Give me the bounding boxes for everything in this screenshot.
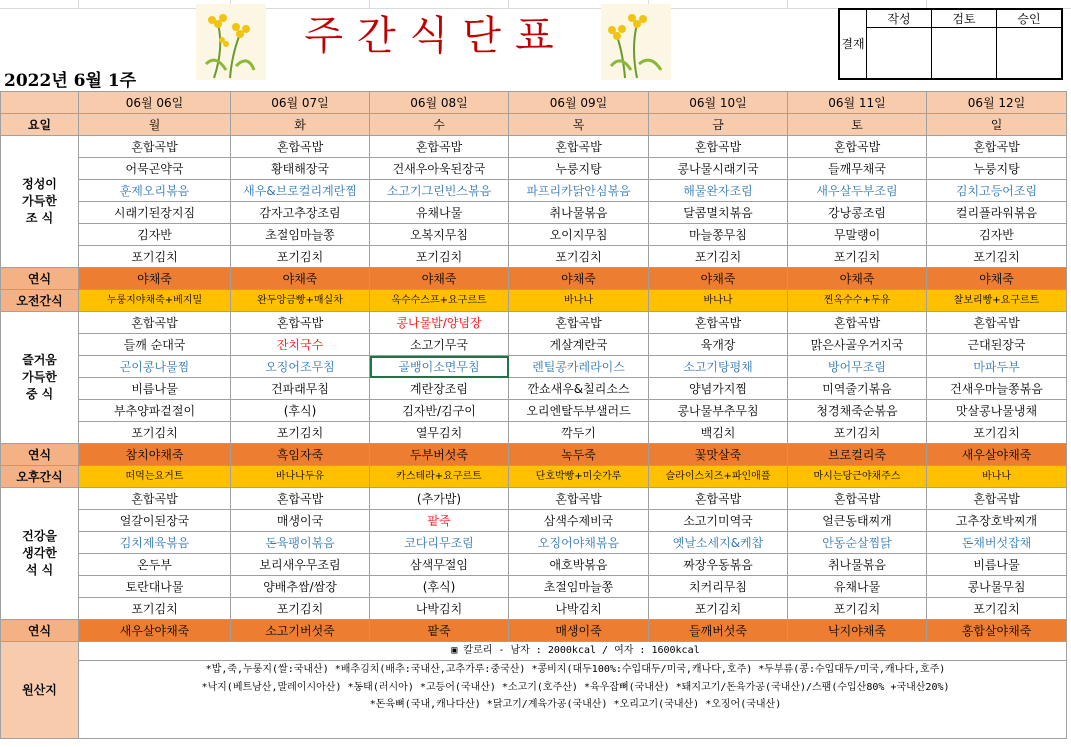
menu-cell[interactable]: 삼색수제비국 — [509, 510, 649, 532]
menu-cell[interactable]: 포기김치 — [649, 246, 788, 268]
menu-cell[interactable]: 혼합곡밥 — [79, 488, 231, 510]
menu-cell[interactable]: 파프리카닭안심볶음 — [509, 180, 649, 202]
porridge-cell[interactable]: 소고기버섯죽 — [231, 620, 370, 642]
menu-cell[interactable]: 오리엔탈두부샐러드 — [509, 400, 649, 422]
date-cell[interactable]: 06월 08일 — [370, 92, 509, 114]
menu-cell[interactable]: 오복지무침 — [370, 224, 509, 246]
menu-cell[interactable]: 토란대나물 — [79, 576, 231, 598]
approval-col-approve: 승인 — [997, 10, 1062, 28]
dinner-porridge-label: 연식 — [1, 620, 79, 642]
menu-cell[interactable]: 콩나물무침 — [927, 576, 1067, 598]
porridge-cell[interactable]: 새우살야채죽 — [79, 620, 231, 642]
menu-cell[interactable]: 새우&브로컬리계란찜 — [231, 180, 370, 202]
snack-cell[interactable]: 옥수수스프+요구르트 — [370, 290, 509, 312]
menu-cell[interactable]: 포기김치 — [649, 598, 788, 620]
menu-cell[interactable]: 게살계란국 — [509, 334, 649, 356]
breakfast-row — [1, 224, 1067, 246]
menu-cell[interactable]: 비름나물 — [79, 378, 231, 400]
menu-cell[interactable]: 비름나물 — [927, 554, 1067, 576]
menu-cell[interactable]: 혼합곡밥 — [509, 312, 649, 334]
am-snack-row — [1, 290, 1067, 312]
date-header-row — [1, 92, 1067, 114]
menu-cell[interactable]: (후식) — [231, 400, 370, 422]
menu-cell[interactable]: 포기김치 — [231, 598, 370, 620]
snack-cell[interactable]: 슬라이스치즈+파인애플 — [649, 466, 788, 488]
weekday-row — [1, 114, 1067, 136]
porridge-cell[interactable]: 참치야채죽 — [79, 444, 231, 466]
porridge-cell[interactable]: 야채죽 — [509, 268, 649, 290]
menu-table — [0, 91, 1067, 739]
menu-cell[interactable]: 혼합곡밥 — [649, 312, 788, 334]
menu-cell[interactable]: 혼합곡밥 — [927, 488, 1067, 510]
menu-cell[interactable]: 안동순살찜닭 — [788, 532, 927, 554]
menu-cell[interactable]: 포기김치 — [231, 246, 370, 268]
porridge-cell[interactable]: 야채죽 — [649, 268, 788, 290]
menu-cell[interactable]: 혼합곡밥 — [927, 136, 1067, 158]
corner-cell — [1, 92, 79, 114]
weekday-cell[interactable]: 목 — [509, 114, 649, 136]
origin-note-line: *낙지(베트남산,말레이시아산) *동태(러시아) *고등어(국내산) *소고기(호주산) *육우잡뼈(국내산) *돼지고기/돈육가공(국내산)/스팸(수입산80% +국내산20%) — [201, 681, 950, 693]
weekday-cell[interactable]: 월 — [79, 114, 231, 136]
origin-row — [1, 642, 1067, 739]
porridge-cell[interactable]: 꽃맛살죽 — [649, 444, 788, 466]
breakfast-porridge-row — [1, 268, 1067, 290]
menu-cell[interactable]: 오징어야채볶음 — [509, 532, 649, 554]
menu-cell[interactable]: 초절임마늘쫑 — [509, 576, 649, 598]
dinner-row — [1, 554, 1067, 576]
menu-cell[interactable]: 방어무조림 — [788, 356, 927, 378]
menu-cell[interactable]: 혼합곡밥 — [788, 136, 927, 158]
breakfast-label: 정성이 가득한 조 식 — [1, 136, 79, 268]
menu-cell[interactable]: 혼합곡밥 — [649, 488, 788, 510]
menu-cell[interactable]: 김자반/김구이 — [370, 400, 509, 422]
menu-cell[interactable]: 유채나물 — [788, 576, 927, 598]
menu-cell[interactable]: 계란장조림 — [370, 378, 509, 400]
approval-col-author: 작성 — [867, 10, 932, 28]
lunch-porridge-row — [1, 444, 1067, 466]
menu-cell[interactable]: 강낭콩조림 — [788, 202, 927, 224]
porridge-cell[interactable]: 브로컬리죽 — [788, 444, 927, 466]
snack-cell[interactable]: 마시는당근야채주스 — [788, 466, 927, 488]
menu-cell[interactable]: 포기김치 — [509, 246, 649, 268]
calorie-note: ▣ 칼로리 - 남자 : 2000kcal / 여자 : 1600kcal — [79, 642, 1066, 661]
menu-cell[interactable]: 렌틸콩카레라이스 — [509, 356, 649, 378]
page-title: 주간식단표 — [304, 13, 568, 59]
snack-cell[interactable]: 찐옥수수+두유 — [788, 290, 927, 312]
snack-cell[interactable]: 바나나 — [509, 290, 649, 312]
porridge-cell[interactable]: 야채죽 — [231, 268, 370, 290]
dinner-label: 건강을 생각한 석 식 — [1, 488, 79, 620]
porridge-cell[interactable]: 녹두죽 — [509, 444, 649, 466]
breakfast-porridge-label: 연식 — [1, 268, 79, 290]
snack-cell[interactable]: 단호박빵+미숫가루 — [509, 466, 649, 488]
menu-cell[interactable]: 달콤멸치볶음 — [649, 202, 788, 224]
dinner-row — [1, 532, 1067, 554]
weekday-cell[interactable]: 일 — [927, 114, 1067, 136]
approval-box — [838, 8, 1063, 80]
menu-cell[interactable]: 김치고등어조림 — [927, 180, 1067, 202]
pm-snack-row — [1, 466, 1067, 488]
menu-cell[interactable]: 누룽지탕 — [509, 158, 649, 180]
menu-cell[interactable]: 포기김치 — [927, 422, 1067, 444]
menu-cell[interactable]: 포기김치 — [788, 598, 927, 620]
menu-cell[interactable]: 새우살두부조림 — [788, 180, 927, 202]
menu-cell[interactable]: 보리새우무조림 — [231, 554, 370, 576]
menu-cell[interactable]: 육개장 — [649, 334, 788, 356]
snack-cell[interactable]: 찰보리빵+요구르트 — [927, 290, 1067, 312]
lunch-label: 즐거움 가득한 중 식 — [1, 312, 79, 444]
breakfast-row — [1, 246, 1067, 268]
menu-cell[interactable]: 혼합곡밥 — [509, 488, 649, 510]
menu-cell[interactable]: 나박김치 — [509, 598, 649, 620]
porridge-cell[interactable]: 들깨버섯죽 — [649, 620, 788, 642]
menu-cell[interactable]: (추가밥) — [370, 488, 509, 510]
origin-note-line: *밥,죽,누룽지(쌀:국내산) *배추김치(배추:국내산,고추가루:중국산) *콩비지(대두100%:수입대두/미국,캐나다,호주) *두부류(콩:수입대두/미국,캐나다,호주) — [205, 664, 946, 675]
menu-cell[interactable]: 콩나물시래기국 — [649, 158, 788, 180]
porridge-cell[interactable]: 두부버섯죽 — [370, 444, 509, 466]
dinner-row — [1, 598, 1067, 620]
menu-cell[interactable]: 소고기무국 — [370, 334, 509, 356]
am-snack-label: 오전간식 — [1, 290, 79, 312]
menu-cell[interactable]: 매생이국 — [231, 510, 370, 532]
menu-cell[interactable]: 포기김치 — [79, 598, 231, 620]
menu-cell[interactable]: 훈제오리볶음 — [79, 180, 231, 202]
menu-cell[interactable]: 미역줄기볶음 — [788, 378, 927, 400]
menu-cell[interactable]: 건파래무침 — [231, 378, 370, 400]
menu-cell[interactable]: 소고기탕평채 — [649, 356, 788, 378]
menu-cell[interactable]: 혼합곡밥 — [927, 312, 1067, 334]
snack-cell[interactable]: 바나나 — [927, 466, 1067, 488]
menu-cell[interactable]: 양념가지찜 — [649, 378, 788, 400]
menu-cell[interactable]: 포기김치 — [788, 246, 927, 268]
breakfast-row — [1, 158, 1067, 180]
menu-cell[interactable]: 들깨 순대국 — [79, 334, 231, 356]
menu-cell[interactable]: 혼합곡밥 — [231, 136, 370, 158]
menu-cell[interactable]: 옛날소세지&케찹 — [649, 532, 788, 554]
lunch-row — [1, 422, 1067, 444]
lunch-row — [1, 400, 1067, 422]
menu-cell[interactable]: 양배추쌈/쌈장 — [231, 576, 370, 598]
title-area — [196, 0, 674, 82]
menu-cell[interactable]: 마늘쫑무침 — [649, 224, 788, 246]
menu-cell[interactable]: 혼합곡밥 — [788, 312, 927, 334]
menu-cell[interactable]: 컬리플라워볶음 — [927, 202, 1067, 224]
snack-cell[interactable]: 떠먹는요거트 — [79, 466, 231, 488]
approval-sign-review[interactable] — [932, 28, 997, 79]
origin-notes — [79, 642, 1067, 739]
menu-cell[interactable]: 누룽지탕 — [927, 158, 1067, 180]
porridge-cell[interactable]: 팥죽 — [370, 620, 509, 642]
approval-label: 결재 — [840, 10, 867, 79]
menu-cell[interactable]: 혼합곡밥 — [649, 136, 788, 158]
snack-cell[interactable]: 바나나두유 — [231, 466, 370, 488]
menu-cell[interactable]: 콩나물부추무침 — [649, 400, 788, 422]
weekday-label: 요일 — [1, 114, 79, 136]
menu-cell[interactable]: 잔치국수 — [231, 334, 370, 356]
menu-cell[interactable]: 취나물볶음 — [788, 554, 927, 576]
date-cell[interactable]: 06월 06일 — [79, 92, 231, 114]
breakfast-row — [1, 202, 1067, 224]
dinner-row — [1, 488, 1067, 510]
porridge-cell[interactable]: 야채죽 — [788, 268, 927, 290]
menu-cell[interactable]: 곤이콩나물찜 — [79, 356, 231, 378]
breakfast-row — [1, 180, 1067, 202]
flower-image-left — [196, 4, 266, 80]
menu-cell[interactable]: 근대된장국 — [927, 334, 1067, 356]
menu-cell[interactable]: 오징어조무침 — [231, 356, 370, 378]
menu-cell[interactable]: 취나물볶음 — [509, 202, 649, 224]
menu-cell[interactable]: 포기김치 — [927, 246, 1067, 268]
menu-cell[interactable]: 마파두부 — [927, 356, 1067, 378]
dinner-porridge-row — [1, 620, 1067, 642]
date-cell[interactable]: 06월 12일 — [927, 92, 1067, 114]
porridge-cell[interactable]: 홍합살야채죽 — [927, 620, 1067, 642]
porridge-cell[interactable]: 매생이죽 — [509, 620, 649, 642]
menu-cell[interactable]: 애호박볶음 — [509, 554, 649, 576]
lunch-porridge-label: 연식 — [1, 444, 79, 466]
menu-cell[interactable]: 고추장호박찌개 — [927, 510, 1067, 532]
menu-cell[interactable]: 포기김치 — [231, 422, 370, 444]
menu-cell[interactable]: 돈채버섯잡채 — [927, 532, 1067, 554]
date-cell[interactable]: 06월 07일 — [231, 92, 370, 114]
flower-image-right — [601, 4, 671, 80]
menu-cell[interactable]: 포기김치 — [788, 422, 927, 444]
weekday-cell[interactable]: 금 — [649, 114, 788, 136]
menu-cell[interactable]: 오이지무침 — [509, 224, 649, 246]
menu-cell[interactable]: 나박김치 — [370, 598, 509, 620]
menu-cell[interactable]: 시래기된장지짐 — [79, 202, 231, 224]
snack-cell[interactable]: 바나나 — [649, 290, 788, 312]
lunch-row — [1, 356, 1067, 378]
menu-cell[interactable]: 청경채죽순볶음 — [788, 400, 927, 422]
menu-cell[interactable]: 김자반 — [79, 224, 231, 246]
porridge-cell[interactable]: 야채죽 — [370, 268, 509, 290]
menu-cell[interactable]: 소고기그린빈스볶음 — [370, 180, 509, 202]
menu-cell[interactable]: 유채나물 — [370, 202, 509, 224]
origin-label: 원산지 — [1, 642, 79, 739]
menu-cell[interactable]: 골뱅이소면무침 — [370, 356, 509, 378]
dinner-row — [1, 576, 1067, 598]
weekday-cell[interactable]: 화 — [231, 114, 370, 136]
snack-cell[interactable]: 카스테라+요구르트 — [370, 466, 509, 488]
menu-cell[interactable]: 맑은사골우거지국 — [788, 334, 927, 356]
menu-cell[interactable]: 포기김치 — [927, 598, 1067, 620]
menu-cell[interactable]: 혼합곡밥 — [370, 136, 509, 158]
snack-cell[interactable]: 누룽지야채죽+베지밀 — [79, 290, 231, 312]
menu-cell[interactable]: 건새우아욱된장국 — [370, 158, 509, 180]
menu-cell[interactable]: 온두부 — [79, 554, 231, 576]
menu-cell[interactable]: 황태해장국 — [231, 158, 370, 180]
menu-cell[interactable]: 깍두기 — [509, 422, 649, 444]
menu-cell[interactable]: 백김치 — [649, 422, 788, 444]
menu-cell[interactable]: 김치제육볶음 — [79, 532, 231, 554]
approval-sign-author[interactable] — [867, 28, 932, 79]
date-cell[interactable]: 06월 09일 — [509, 92, 649, 114]
pm-snack-label: 오후간식 — [1, 466, 79, 488]
menu-cell[interactable]: 깐쇼새우&칠리소스 — [509, 378, 649, 400]
menu-cell[interactable]: 얼큰동태찌개 — [788, 510, 927, 532]
menu-cell[interactable]: 초절임마늘쫑 — [231, 224, 370, 246]
menu-cell[interactable]: 감자고추장조림 — [231, 202, 370, 224]
weekday-cell[interactable]: 토 — [788, 114, 927, 136]
approval-col-review: 검토 — [932, 10, 997, 28]
menu-cell[interactable]: 포기김치 — [79, 422, 231, 444]
weekday-cell[interactable]: 수 — [370, 114, 509, 136]
menu-cell[interactable]: 혼합곡밥 — [79, 312, 231, 334]
menu-cell[interactable]: 해물완자조림 — [649, 180, 788, 202]
menu-cell[interactable]: 치커리무침 — [649, 576, 788, 598]
menu-cell[interactable]: 팥죽 — [370, 510, 509, 532]
menu-cell[interactable]: 맛살콩나물냉채 — [927, 400, 1067, 422]
approval-sign-approve[interactable] — [997, 28, 1062, 79]
menu-cell[interactable]: 코다리무조림 — [370, 532, 509, 554]
menu-cell[interactable]: 혼합곡밥 — [79, 136, 231, 158]
menu-cell[interactable]: 들깨무채국 — [788, 158, 927, 180]
menu-cell[interactable]: 포기김치 — [370, 246, 509, 268]
lunch-row — [1, 334, 1067, 356]
menu-cell[interactable]: 소고기미역국 — [649, 510, 788, 532]
menu-cell[interactable]: 혼합곡밥 — [509, 136, 649, 158]
menu-cell[interactable]: 콩나물밥/양념장 — [370, 312, 509, 334]
dinner-row — [1, 510, 1067, 532]
breakfast-row — [1, 136, 1067, 158]
date-cell[interactable]: 06월 11일 — [788, 92, 927, 114]
menu-cell[interactable]: 얼갈이된장국 — [79, 510, 231, 532]
menu-cell[interactable]: 혼합곡밥 — [231, 312, 370, 334]
menu-cell[interactable]: 어묵곤약국 — [79, 158, 231, 180]
menu-cell[interactable]: 돈육팽이볶음 — [231, 532, 370, 554]
porridge-cell[interactable]: 낙지야채죽 — [788, 620, 927, 642]
porridge-cell[interactable]: 야채죽 — [927, 268, 1067, 290]
menu-cell[interactable]: 포기김치 — [79, 246, 231, 268]
menu-cell[interactable]: 혼합곡밥 — [231, 488, 370, 510]
lunch-row — [1, 312, 1067, 334]
porridge-cell[interactable]: 야채죽 — [79, 268, 231, 290]
date-cell[interactable]: 06월 10일 — [649, 92, 788, 114]
menu-cell[interactable]: 무말랭이 — [788, 224, 927, 246]
menu-cell[interactable]: 짜장우동볶음 — [649, 554, 788, 576]
week-label: 2022년 6월 1주 — [4, 71, 137, 91]
menu-cell[interactable]: 열무김치 — [370, 422, 509, 444]
menu-cell[interactable]: 혼합곡밥 — [788, 488, 927, 510]
menu-cell[interactable]: (후식) — [370, 576, 509, 598]
lunch-row — [1, 378, 1067, 400]
snack-cell[interactable]: 완두앙금빵+매실차 — [231, 290, 370, 312]
menu-cell[interactable]: 삼색무절임 — [370, 554, 509, 576]
porridge-cell[interactable]: 새우살야채죽 — [927, 444, 1067, 466]
menu-cell[interactable]: 건새우마늘쫑볶음 — [927, 378, 1067, 400]
menu-cell[interactable]: 김자반 — [927, 224, 1067, 246]
menu-cell[interactable]: 부추양파겉절이 — [79, 400, 231, 422]
porridge-cell[interactable]: 흑임자죽 — [231, 444, 370, 466]
origin-note-line: *돈육뼈(국내,캐나다산) *닭고기/계육가공(국내산) *오리고기(국내산) *오징어(국내산) — [369, 699, 782, 710]
